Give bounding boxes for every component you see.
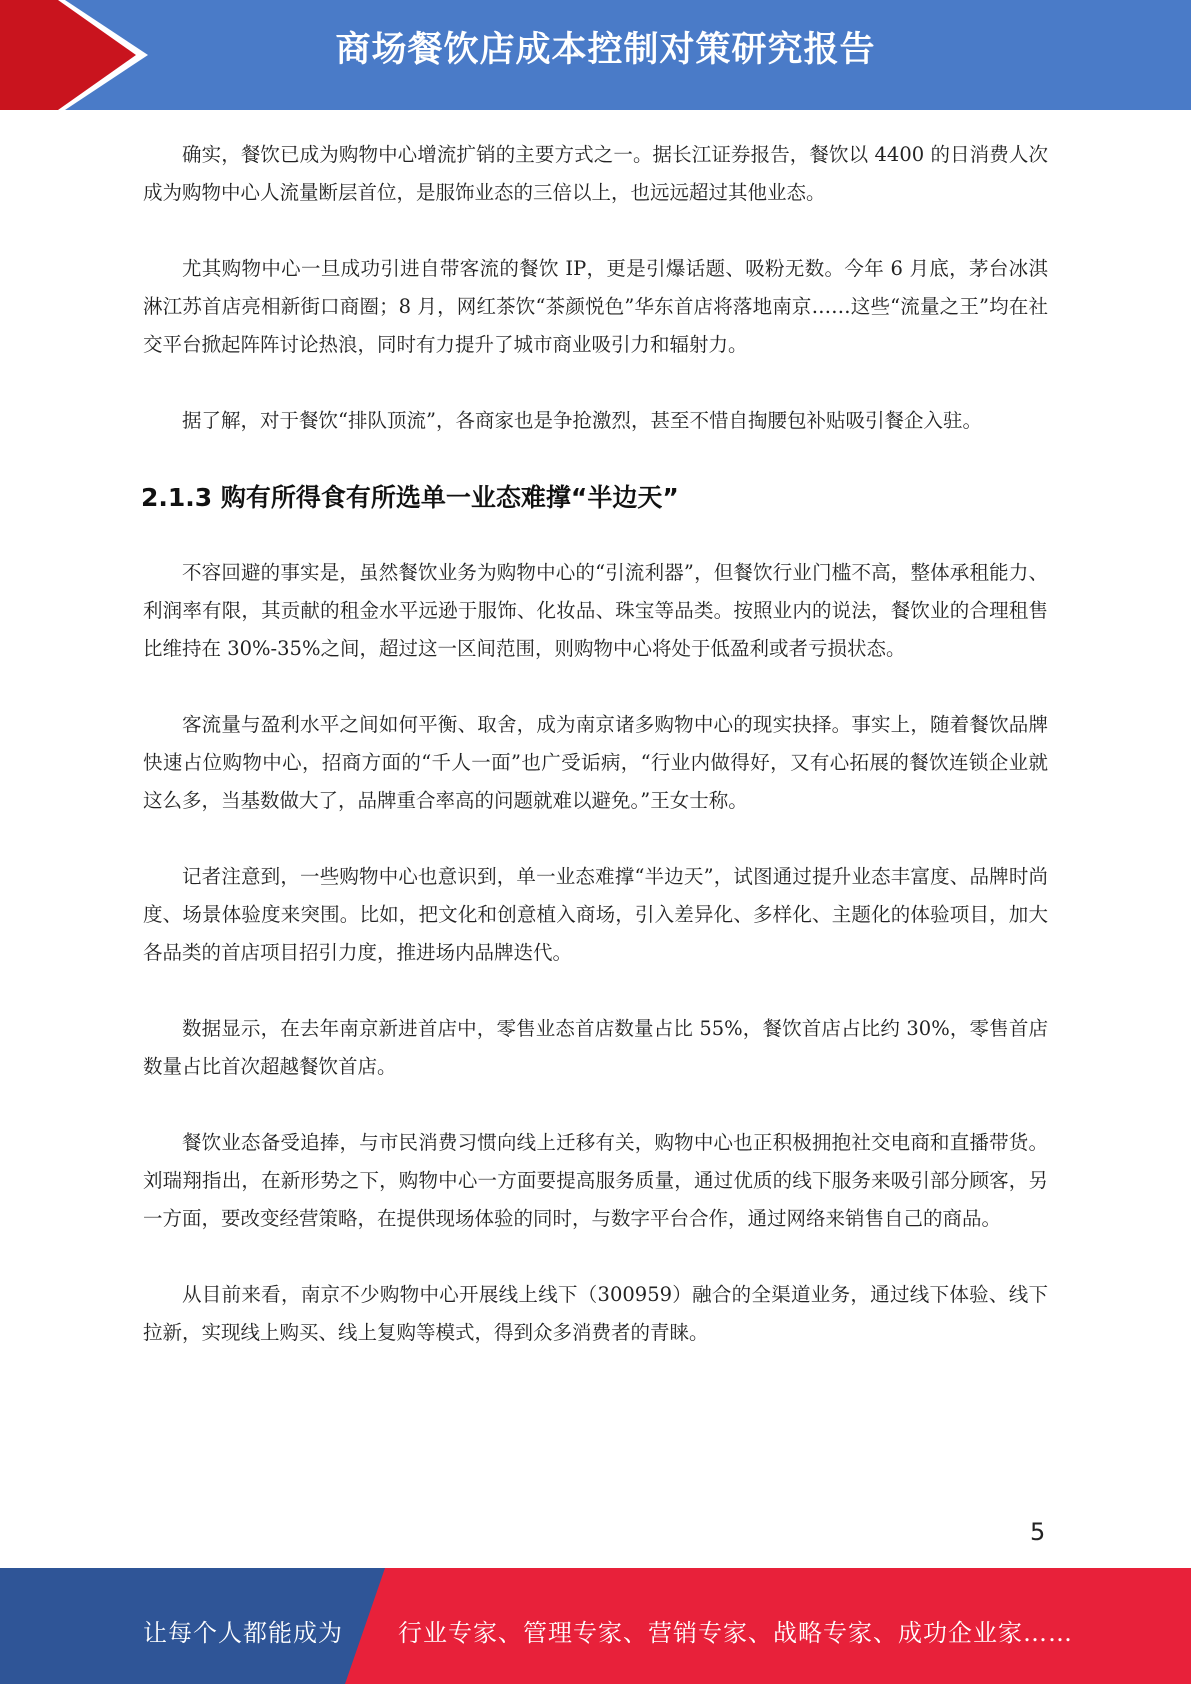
paragraph: 餐饮业态备受追捧，与市民消费习惯向线上迁移有关，购物中心也正积极拥抱社交电商和直播带货。刘瑞翔指出，在新形势之下，购物中心一方面要提高服务质量，通过优质的线下服务来吸引部分顾客，另一方面，要改变经营策略，在提供现场体验的同时，与数字平台合作，通过网络来销售自己的商品。 — [143, 1131, 1048, 1230]
document-title: 商场餐饮店成本控制对策研究报告 — [335, 30, 876, 70]
section-heading: 2.1.3 购有所得食有所选单一业态难撑“半边天” — [141, 483, 679, 512]
page-number: 5 — [1030, 1518, 1046, 1546]
page-footer — [0, 1568, 1191, 1684]
footer-slogan-left: 让每个人都能成为 — [143, 1619, 343, 1647]
paragraph: 据了解，对于餐饮“排队顶流”，各商家也是争抢激烈，甚至不惜自掏腰包补贴吸引餐企入驻。 — [182, 409, 982, 432]
paragraph: 数据显示，在去年南京新进首店中，零售业态首店数量占比 55%，餐饮首店占比约 30%，零售首店数量占比首次超越餐饮首店。 — [143, 1017, 1048, 1078]
footer-slogan-right: 行业专家、管理专家、营销专家、战略专家、成功企业家…… — [398, 1619, 1073, 1647]
document-body — [143, 136, 1048, 1390]
paragraph: 尤其购物中心一旦成功引进自带客流的餐饮 IP，更是引爆话题、吸粉无数。今年 6 月底，茅台冰淇淋江苏首店亮相新街口商圈；8 月，网红茶饮“茶颜悦色”华东首店将落地南京……这些“流量之王”均在社交平台掀起阵阵讨论热浪，同时有力提升了城市商业吸引力和辐射力。 — [143, 257, 1048, 356]
paragraph: 确实，餐饮已成为购物中心增流扩销的主要方式之一。据长江证券报告，餐饮以 4400 的日消费人次成为购物中心人流量断层首位，是服饰业态的三倍以上，也远远超过其他业态。 — [143, 143, 1048, 204]
paragraph: 从目前来看，南京不少购物中心开展线上线下（300959）融合的全渠道业务，通过线下体验、线下拉新，实现线上购买、线上复购等模式，得到众多消费者的青睐。 — [143, 1283, 1048, 1344]
paragraph: 不容回避的事实是，虽然餐饮业务为购物中心的“引流利器”，但餐饮行业门槛不高，整体承租能力、利润率有限，其贡献的租金水平远逊于服饰、化妆品、珠宝等品类。按照业内的说法，餐饮业的合理租售比维持在 30%-35%之间，超过这一区间范围，则购物中心将处于低盈利或者亏损状态。 — [143, 561, 1048, 660]
paragraph: 记者注意到，一些购物中心也意识到，单一业态难撑“半边天”，试图通过提升业态丰富度、品牌时尚度、场景体验度来突围。比如，把文化和创意植入商场，引入差异化、多样化、主题化的体验项目，加大各品类的首店项目招引力度，推进场内品牌迭代。 — [143, 865, 1048, 964]
page-header — [0, 0, 1191, 110]
paragraph: 客流量与盈利水平之间如何平衡、取舍，成为南京诸多购物中心的现实抉择。事实上，随着餐饮品牌快速占位购物中心，招商方面的“千人一面”也广受诟病，“行业内做得好，又有心拓展的餐饮连锁企业就这么多，当基数做大了，品牌重合率高的问题就难以避免。”王女士称。 — [143, 713, 1048, 812]
